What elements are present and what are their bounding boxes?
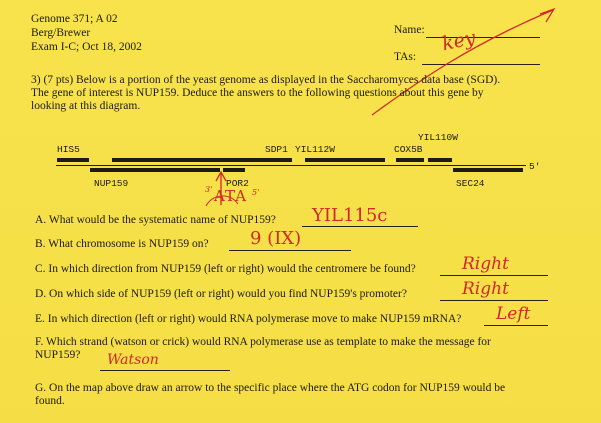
gene-label-nup159: NUP159 <box>94 178 129 189</box>
question-d: D. On which side of NUP159 (left or right) would you find NUP159's promoter? <box>35 288 407 300</box>
question-f-line-2: NUP159? <box>35 349 81 361</box>
five-prime-label: 5' <box>529 161 541 172</box>
question-3-line-2: The gene of interest is NUP159. Deduce the answers to the following questions about this gene by <box>31 87 484 99</box>
answer-f-blank[interactable] <box>100 370 230 371</box>
instructors-line: Berg/Brewer <box>31 27 91 39</box>
gene-label-sdp1: SDP1 <box>265 144 288 155</box>
answer-c: Right <box>462 254 509 274</box>
answer-e: Left <box>496 304 531 324</box>
question-3-line-1: 3) (7 pts) Below is a portion of the yeast genome as displayed in the Saccharomyces data base (SGD). <box>31 74 501 86</box>
question-b: B. What chromosome is NUP159 on? <box>35 238 209 250</box>
answer-b: 9 (IX) <box>250 228 302 249</box>
answer-b-blank[interactable] <box>229 250 351 251</box>
answer-f: Watson <box>107 352 159 368</box>
question-e: E. In which direction (left or right) would RNA polymerase move to make NUP159 mRNA? <box>35 313 462 325</box>
gene-label-yil110w: YIL110W <box>418 132 458 143</box>
handwritten-5prime: 5' <box>252 188 260 197</box>
answer-d: Right <box>462 279 509 299</box>
answer-e-blank[interactable] <box>484 325 548 326</box>
gene-label-por2: POR2 <box>226 178 249 189</box>
question-3-line-3: looking at this diagram. <box>31 100 141 112</box>
exam-line: Exam I-C; Oct 18, 2002 <box>31 41 142 53</box>
gene-label-yil112w: YIL112W <box>295 144 335 155</box>
handwritten-key: key <box>440 26 478 56</box>
question-c: C. In which direction from NUP159 (left or right) would the centromere be found? <box>35 263 416 275</box>
question-g-line-2: found. <box>35 395 65 407</box>
answer-a-blank[interactable] <box>302 226 418 227</box>
gene-label-sec24: SEC24 <box>456 178 485 189</box>
question-g-line-1: G. On the map above draw an arrow to the specific place where the ATG codon for NUP159 would be <box>35 382 506 394</box>
question-a: A. What would be the systematic name of NUP159? <box>35 214 276 226</box>
name-label: Name: <box>394 24 425 36</box>
course-line: Genome 371; A 02 <box>31 13 118 25</box>
gene-label-his5: HIS5 <box>57 144 80 155</box>
handwritten-3prime: 3' <box>205 185 213 194</box>
answer-c-blank[interactable] <box>440 275 548 276</box>
answer-d-blank[interactable] <box>440 300 548 301</box>
answer-a: YIL115c <box>312 205 388 226</box>
tas-label: TAs: <box>394 51 417 63</box>
handwritten-ata: ATA <box>214 187 248 205</box>
question-f-line-1: F. Which strand (watson or crick) would RNA polymerase use as template to make the message for <box>35 336 491 348</box>
gene-label-cox5b: COX5B <box>394 144 423 155</box>
